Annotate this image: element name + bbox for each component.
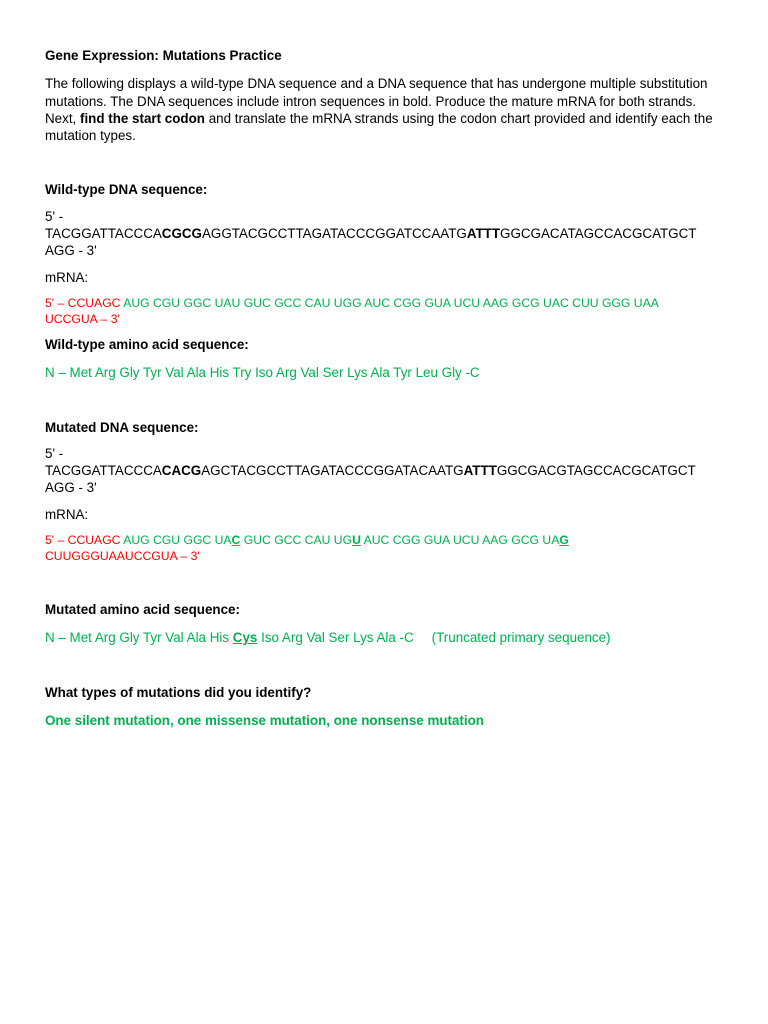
truncated-note: (Truncated primary sequence): [431, 630, 611, 646]
mutated-aa-heading: Mutated amino acid sequence:: [45, 602, 240, 618]
mutated-dna-sequence: [45, 445, 725, 497]
wildtype-dna-prefix: 5' -: [45, 208, 64, 224]
wildtype-dna-end: AGG - 3': [45, 243, 97, 259]
mutated-mrna-sequence: [45, 532, 725, 564]
wildtype-dna-exon-1: TACGGATTACCCA: [45, 226, 162, 242]
wildtype-mrna-sequence: [45, 295, 725, 327]
document-title: Gene Expression: Mutations Practice: [45, 48, 282, 63]
mutated-mrna-mutation-2: U: [352, 533, 361, 548]
mutated-dna-exon-3: GGCGACGTAGCCACGCATGCT: [496, 463, 696, 479]
mutated-mrna-utr-3: CUUGGGUAAUCCGUA – 3': [45, 549, 200, 564]
question-heading: What types of mutations did you identify?: [45, 684, 312, 700]
wildtype-dna-sequence: [45, 208, 725, 260]
mutated-mrna-utr-5: 5' – CCUAGC: [45, 533, 121, 548]
wildtype-dna-exon-2: AGGTACGCCTTAGATACCCGGATCCAATG: [201, 226, 467, 242]
mutated-dna-prefix: 5' -: [45, 445, 64, 461]
mutated-mrna-coding-1: AUG CGU GGC UA: [123, 533, 232, 548]
mutated-mrna-label: mRNA:: [45, 506, 89, 522]
wildtype-mrna-utr-3: UCCGUA – 3': [45, 311, 120, 326]
wildtype-dna-heading: Wild-type DNA sequence:: [45, 182, 208, 198]
mutated-aa-mutation: Cys: [232, 630, 258, 646]
mutated-mrna-coding-3: AUC CGG GUA UCU AAG GCG UA: [360, 533, 560, 548]
intro-paragraph: [45, 75, 725, 144]
wildtype-dna-intron-2: ATTT: [466, 226, 501, 242]
mutated-dna-exon-2: AGCTACGCCTTAGATACCCGGATACAATG: [201, 463, 464, 479]
mutated-aa-sequence: [45, 629, 725, 646]
mutated-dna-intron-1: CACG: [161, 463, 202, 479]
mutated-dna-heading: Mutated DNA sequence:: [45, 419, 199, 435]
mutated-dna-intron-2: ATTT: [463, 463, 497, 479]
wildtype-dna-intron-1: CGCG: [161, 226, 202, 242]
mutated-dna-end: AGG - 3': [45, 480, 97, 496]
document-page: [45, 47, 725, 729]
intro-bold-text: find the start codon: [79, 110, 205, 126]
mutated-mrna-coding-2: GUC GCC CAU UG: [240, 533, 353, 548]
wildtype-mrna-utr-5: 5' – CCUAGC: [45, 295, 121, 310]
mutated-aa-part-1: N – Met Arg Gly Tyr Val Ala His: [45, 630, 233, 646]
mutated-aa-part-2: Iso Arg Val Ser Lys Ala -C: [257, 630, 414, 646]
mutated-dna-exon-1: TACGGATTACCCA: [45, 463, 162, 479]
intro-text-1: The following displays a wild-type DNA sequence and a DNA sequence that has undergone multiple substitution mutations. The DNA sequences include intron sequences in bold. Produce the mature mRNA for both strands. Next,: [45, 76, 708, 126]
wildtype-dna-exon-3: GGCGACATAGCCACGCATGCT: [500, 226, 697, 242]
wildtype-aa-heading: Wild-type amino acid sequence:: [45, 336, 249, 352]
wildtype-aa-sequence: N – Met Arg Gly Tyr Val Ala His Try Iso Arg Val Ser Lys Ala Tyr Leu Gly -C: [45, 365, 480, 381]
mutated-mrna-mutation-3: G: [559, 533, 569, 548]
answer-text: One silent mutation, one missense mutation, one nonsense mutation: [45, 712, 484, 728]
intro-text-2: and translate the mRNA strands using the codon chart provided and identify each the mutation types.: [45, 110, 713, 144]
mutated-mrna-mutation-1: C: [231, 533, 241, 548]
wildtype-mrna-coding: AUG CGU GGC UAU GUC GCC CAU UGG AUC CGG GUA UCU AAG GCG UAC CUU GGG UAA: [123, 295, 659, 310]
wildtype-mrna-label: mRNA:: [45, 269, 89, 285]
